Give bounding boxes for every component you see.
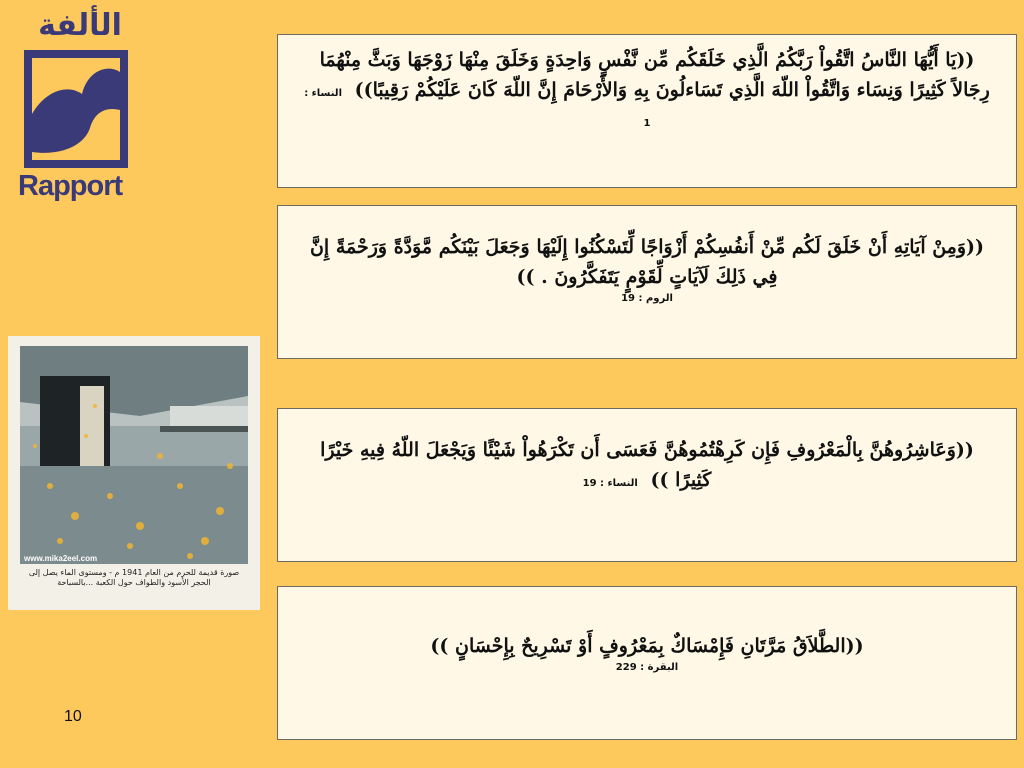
verse-text-1: ((يَا أَيُّهَا النَّاسُ اتَّقُواْ رَبَّكُمُ الَّذِي خَلَقَكُم مِّن نَّفْسٍ وَاحِدَةٍ وَخَلَقَ مِنْهَا زَوْجَهَا وَبَثَّ مِنْهُمَا رِجَالاً كَثِيرًا وَنِسَاء وَاتَّقُواْ اللّهَ الَّذِي تَسَاءلُونَ بِهِ وَالأَرْحَامَ إِنَّ اللّهَ كَانَ عَلَيْكُمْ رَقِيبًا)) [319, 49, 990, 102]
verse-card-1 [277, 34, 1017, 188]
verse-ref-4: البقرة : 229 [615, 662, 679, 674]
verse-ref-2: الروم : 19 [621, 293, 673, 305]
verse-text-4: ((الطَّلاَقُ مَرَّتَانِ فَإِمْسَاكٌ بِمَعْرُوفٍ أَوْ تَسْرِيحٌ بِإِحْسَانٍ )) [430, 635, 864, 657]
logo-emblem [24, 50, 128, 168]
verse-text-3: ((وَعَاشِرُوهُنَّ بِالْمَعْرُوفِ فَإِن كَرِهْتُمُوهُنَّ فَعَسَى أَن تَكْرَهُواْ شَيْئًا وَيَجْعَلَ اللّهُ فِيهِ خَيْرًا كَثِيرًا )) [320, 439, 974, 492]
verse-ref-1: النساء : 1 [304, 88, 651, 130]
verse-text-2: ((وَمِنْ آيَاتِهِ أَنْ خَلَقَ لَكُم مِّنْ أَنفُسِكُمْ أَزْوَاجًا لِّتَسْكُنُوا إِلَيْهَا وَجَعَلَ بَيْنَكُم مَّوَدَّةً وَرَحْمَةً إِنَّ فِي ذَلِكَ لَآيَاتٍ لِّقَوْمٍ يَتَفَكَّرُونَ . )) [309, 236, 985, 289]
photo-watermark-url: www.mika2eel.com [24, 554, 98, 563]
logo-arabic-title: الألفة [38, 8, 122, 43]
photo-caption: صورة قديمة للحرم من العام 1941 م - ومستوى الماء يصل إلى الحجر الأسود والطواف حول الكعبة ...بالسباحة [28, 568, 240, 587]
logo-figure-icon [24, 50, 128, 168]
verse-card-3 [277, 408, 1017, 562]
verse-card-2 [277, 205, 1017, 359]
historic-photo [8, 336, 260, 610]
verse-card-4 [277, 586, 1017, 740]
photo-image [20, 346, 248, 564]
slide-number: 10 [64, 708, 82, 725]
logo-text: Rapport [18, 170, 123, 202]
flooded-kaaba-image [20, 346, 248, 564]
verse-ref-3: النساء : 19 [582, 478, 638, 490]
